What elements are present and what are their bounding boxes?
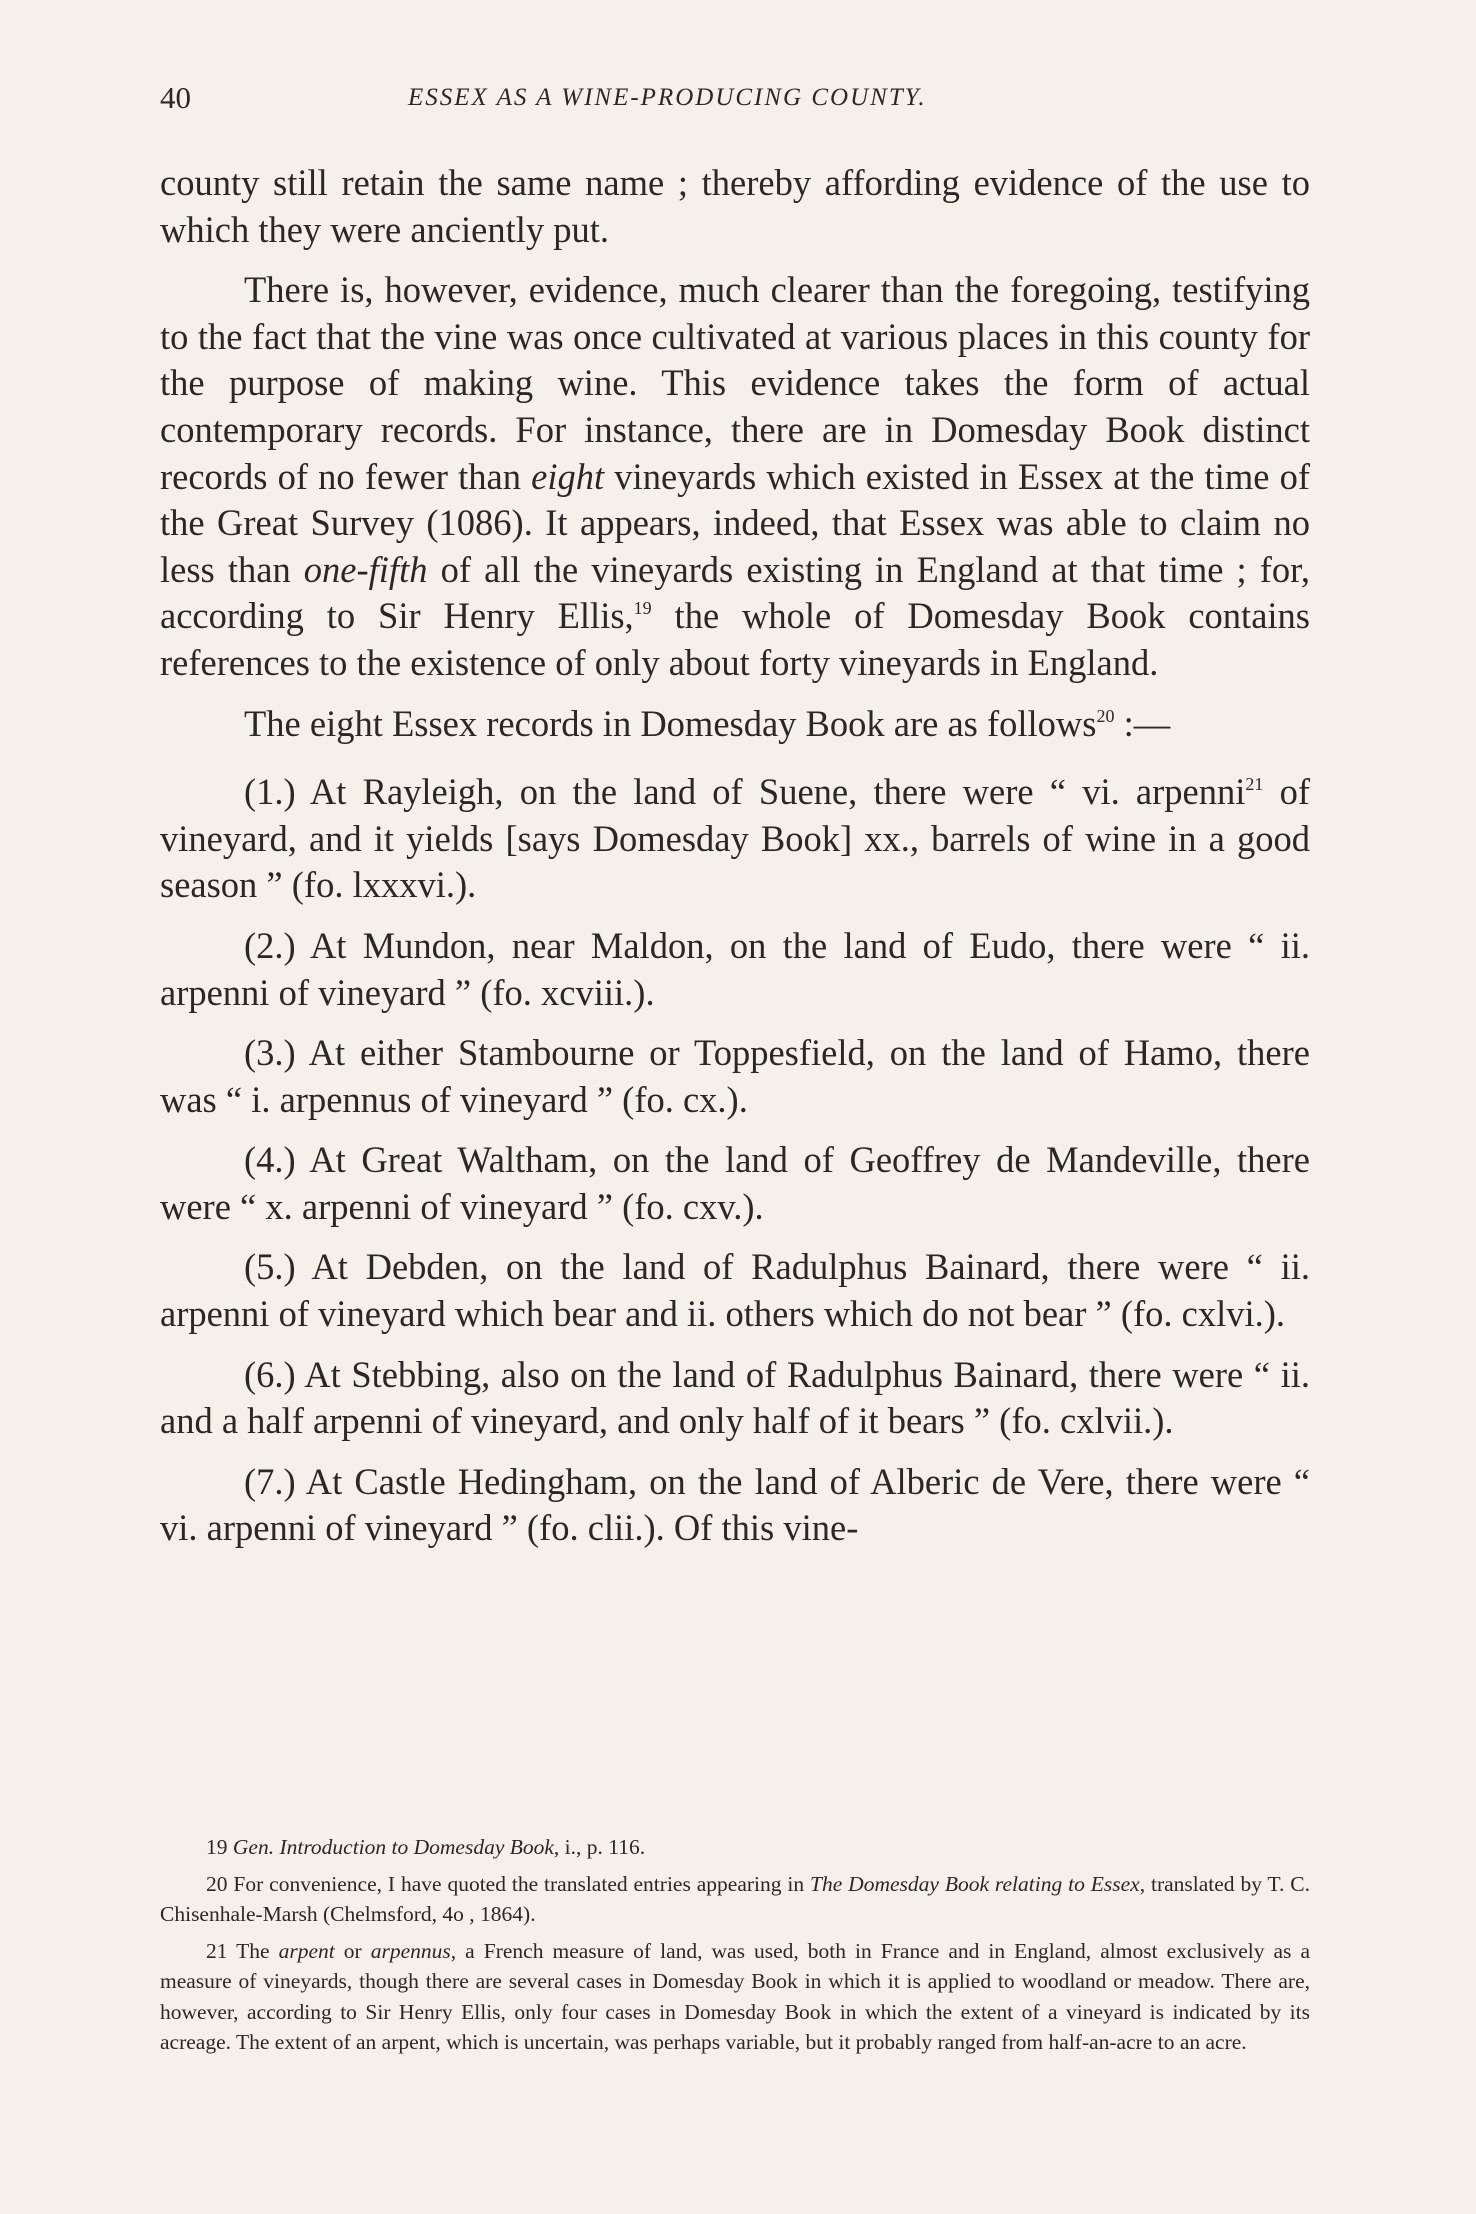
emphasis-one-fifth: one-fifth: [303, 548, 428, 590]
paragraph-continuation: county still retain the same name ; thereby affording evidence of the use to which they were anciently put.: [160, 162, 1310, 250]
paragraph-vine-evidence: [160, 267, 1310, 686]
emphasis-eight: eight: [531, 455, 605, 497]
record-item-5: (5.) At Debden, on the land of Radulphus Bainard, there were “ ii. arpenni of vineyard which bear and ii. others which do not bear ” (fo. cxlvi.).: [160, 1246, 1310, 1335]
text-run: :—: [1114, 702, 1171, 744]
footnote-title: Gen. Introduction to Domesday Book: [232, 1835, 554, 1859]
text-run: For convenience, I have quoted the translated entries appearing in: [233, 1871, 811, 1896]
footnotes: [160, 1832, 1310, 2058]
page-header: [160, 80, 1310, 120]
footnote-ref-20[interactable]: 20: [1096, 705, 1115, 726]
record-item-1: [160, 769, 1310, 909]
text-run: , i., p. 116.: [553, 1835, 646, 1859]
text-run: (1.) At Rayleigh, on the land of Suene, there were “ vi. arpenni: [244, 771, 1246, 813]
footnote-ref-21[interactable]: 21: [1245, 774, 1264, 795]
text-run: There is, however, evidence, much clearer than the foregoing, testifying to the fact that the vine was once cultivated at various places in this county for the purpose of making wine. This evidence takes the form of actual contemporary records. For instance, there are in Domesday Book distinct records of no fewer than: [160, 269, 1310, 497]
record-item-4: (4.) At Great Waltham, on the land of Geoffrey de Mandeville, there were “ x. arpenni of vineyard ” (fo. cxv.).: [160, 1139, 1310, 1227]
term-arpent: arpent: [278, 1938, 335, 1963]
text-run: the whole of Domesday Book contains references to the existence of only about forty vineyards in England.: [160, 595, 1310, 683]
text-run: vineyards which existed in Essex at the time of the Great Survey (1086). It appears, indeed, that Essex was able to claim no less than: [160, 455, 1310, 590]
record-item-3: (3.) At either Stambourne or Toppesfield, on the land of Hamo, there was “ i. arpennus of vineyard ” (fo. cx.).: [160, 1032, 1310, 1120]
text-run: of vineyard, and it yields [says Domesday Book] xx., barrels of wine in a good season ” (fo. lxxxvi.).: [160, 771, 1310, 906]
paragraph-records-intro: [160, 701, 1310, 748]
body-text: [160, 160, 1310, 1552]
term-arpennus: arpennus: [370, 1938, 451, 1963]
running-title: ESSEX AS A WINE-PRODUCING COUNTY.: [408, 84, 927, 111]
footnote-number: 20: [206, 1871, 228, 1896]
text-run: The eight Essex records in Domesday Book are as follows: [244, 702, 1097, 744]
record-item-6: (6.) At Stebbing, also on the land of Radulphus Bainard, there were “ ii. and a half arpenni of vineyard, and only half of it bears ” (fo. cxlvii.).: [160, 1353, 1310, 1442]
footnote-number: 21: [206, 1938, 228, 1963]
footnote-ref-19[interactable]: 19: [633, 598, 652, 619]
text-run: or: [334, 1938, 371, 1963]
footnote-21: [160, 1936, 1310, 2058]
text-run: , a French measure of land, was used, both in France and in England, almost exclusively as a measure of vineyards, though there are several cases in Domesday Book in which it is applied to woodland or meadow. There are, however, according to Sir Henry Ellis, only four cases in Domesday Book in which the extent of a vineyard is indicated by its acreage. The extent of an arpent, which is uncertain, was perhaps variable, but it probably ranged from half-an-acre to an acre.: [160, 1938, 1310, 2054]
text-run: of all the vineyards existing in England at that time ; for, according to Sir Henry Ellis,: [160, 548, 1310, 637]
footnote-number: 19: [206, 1835, 228, 1859]
page-number: 40: [160, 80, 191, 115]
footnote-20: [160, 1869, 1310, 1930]
record-item-7: (7.) At Castle Hedingham, on the land of Alberic de Vere, there were “ vi. arpenni of vineyard ” (fo. clii.). Of this vine-: [160, 1460, 1310, 1549]
footnote-title: The Domesday Book relating to Essex: [810, 1871, 1140, 1896]
text-run: The: [236, 1938, 279, 1963]
record-item-2: (2.) At Mundon, near Maldon, on the land of Eudo, there were “ ii. arpenni of vineyard ” (fo. xcviii.).: [160, 924, 1310, 1013]
text-run: , translated by T. C. Chisenhale-Marsh (Chelmsford, 4o , 1864).: [160, 1871, 1311, 1926]
footnote-19: [160, 1832, 1310, 1863]
